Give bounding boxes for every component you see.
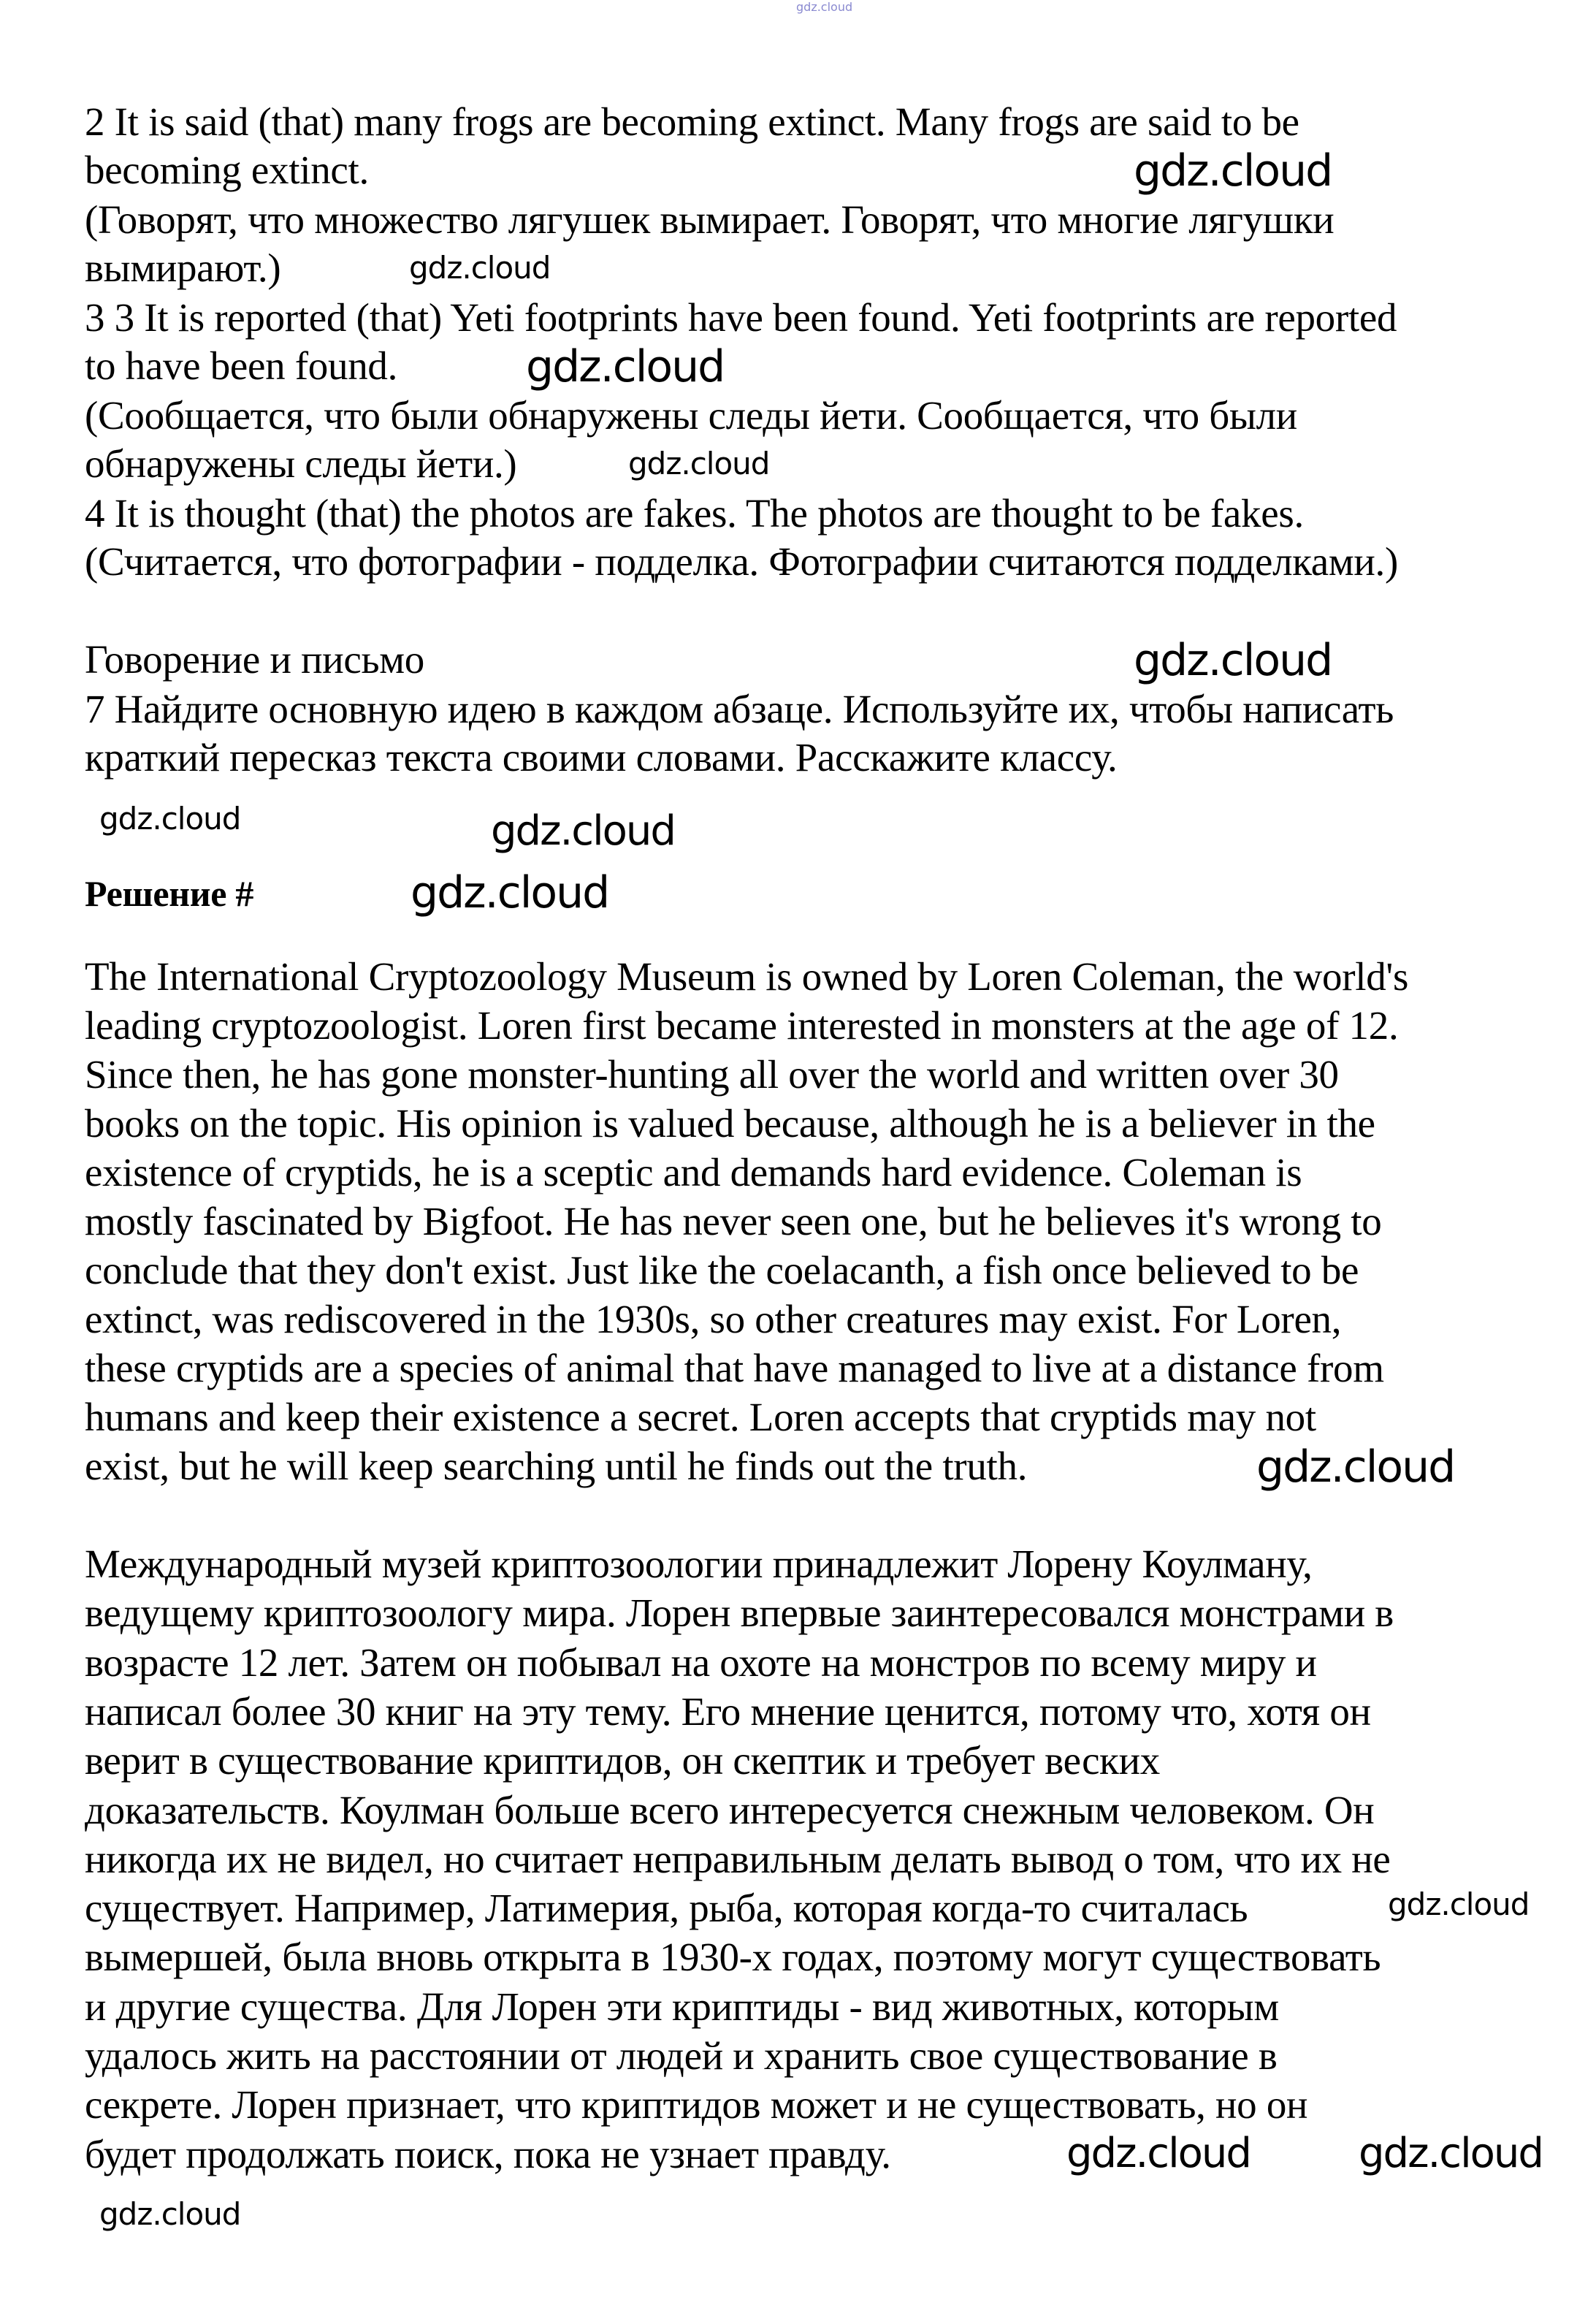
russian-line: Международный музей криптозоологии принадлежит Лорену Коулману, (85, 1542, 1313, 1586)
task-line: 7 Найдите основную идею в каждом абзаце. Используйте их, чтобы написать (85, 687, 1394, 731)
russian-line: доказательств. Коулман больше всего интересуется снежным человеком. Он (85, 1787, 1375, 1832)
watermark: gdz.cloud (1256, 1441, 1455, 1493)
russian-line: написал более 30 книг на эту тему. Его мнение ценится, потому что, хотя он (85, 1688, 1371, 1734)
russian-line: существует. Например, Латимерия, рыба, которая когда-то считалась (85, 1886, 1248, 1931)
russian-line: верит в существование криптидов, он скептик и требует веских (85, 1738, 1160, 1783)
watermark: gdz.cloud (1388, 1886, 1530, 1922)
example-line: 4 It is thought (that) the photos are fakes. The photos are thought to be fakes. (85, 491, 1304, 536)
solution-heading: Решение # (85, 873, 254, 914)
english-line: these cryptids are a species of animal that have managed to live at a distance from (85, 1346, 1384, 1390)
russian-line: секрете. Лорен признает, что криптидов может и не существовать, но он (85, 2082, 1308, 2128)
watermark: gdz.cloud (1134, 145, 1332, 197)
watermark: gdz.cloud (99, 801, 241, 837)
task-line: Говорение и письмо (85, 637, 424, 682)
russian-line: и другие существа. Для Лорен эти криптиды - вид животных, которым (85, 1984, 1279, 2029)
russian-line: ведущему криптозоологу мира. Лорен впервые заинтересовался монстрами в (85, 1591, 1394, 1636)
task-line: краткий пересказ текста своими словами. Расскажите классу. (85, 735, 1118, 780)
example-line: 2 It is said (that) many frogs are becoming extinct. Many frogs are said to be (85, 99, 1299, 144)
english-line: books on the topic. His opinion is valued because, although he is a believer in the (85, 1101, 1375, 1146)
english-line: Since then, he has gone monster-hunting all over the world and written over 30 (85, 1052, 1339, 1097)
english-line: leading cryptozoologist. Loren first became interested in monsters at the age of 12. (85, 1003, 1399, 1048)
example-line: вымирают.) (85, 245, 281, 290)
example-line: (Считается, что фотографии - подделка. Фотографии считаются подделками.) (85, 539, 1399, 584)
russian-line: возрасте 12 лет. Затем он побывал на охоте на монстров по всему миру и (85, 1639, 1317, 1685)
example-line: 3 3 It is reported (that) Yeti footprints have been found. Yeti footprints are reported (85, 295, 1397, 340)
english-line: existence of cryptids, he is a sceptic and demands hard evidence. Coleman is (85, 1150, 1302, 1195)
example-line: becoming extinct. (85, 148, 369, 192)
watermark: gdz.cloud (99, 2196, 241, 2232)
watermark: gdz.cloud (796, 0, 853, 14)
english-line: exist, but he will keep searching until he finds out the truth. (85, 1444, 1028, 1488)
watermark: gdz.cloud (628, 446, 770, 481)
russian-line: вымершей, была вновь открыта в 1930-х годах, поэтому могут существовать (85, 1935, 1381, 1980)
watermark: gdz.cloud (1359, 2130, 1543, 2177)
watermark: gdz.cloud (526, 341, 725, 392)
example-line: (Сообщается, что были обнаружены следы йети. Сообщается, что были (85, 393, 1297, 438)
watermark: gdz.cloud (1134, 635, 1332, 686)
watermark: gdz.cloud (491, 807, 675, 855)
watermark: gdz.cloud (409, 250, 551, 286)
english-line: conclude that they don't exist. Just like the coelacanth, a fish once believed to be (85, 1248, 1359, 1292)
russian-line: удалось жить на расстоянии от людей и хранить свое существование в (85, 2033, 1278, 2078)
english-line: humans and keep their existence a secret. Loren accepts that cryptids may not (85, 1395, 1316, 1439)
example-line: обнаружены следы йети.) (85, 441, 517, 486)
english-line: extinct, was rediscovered in the 1930s, so other creatures may exist. For Loren, (85, 1297, 1342, 1341)
russian-line: никогда их не видел, но считает неправильным делать вывод о том, что их не (85, 1836, 1391, 1881)
watermark: gdz.cloud (411, 867, 609, 918)
russian-line: будет продолжать поиск, пока не узнает правду. (85, 2131, 891, 2176)
english-line: mostly fascinated by Bigfoot. He has never seen one, but he believes it's wrong to (85, 1199, 1382, 1243)
example-line: (Говорят, что множество лягушек вымирает. Говорят, что многие лягушки (85, 197, 1335, 242)
watermark: gdz.cloud (1066, 2130, 1251, 2177)
example-line: to have been found. (85, 343, 398, 388)
english-line: The International Cryptozoology Museum is owned by Loren Coleman, the world's (85, 954, 1409, 999)
